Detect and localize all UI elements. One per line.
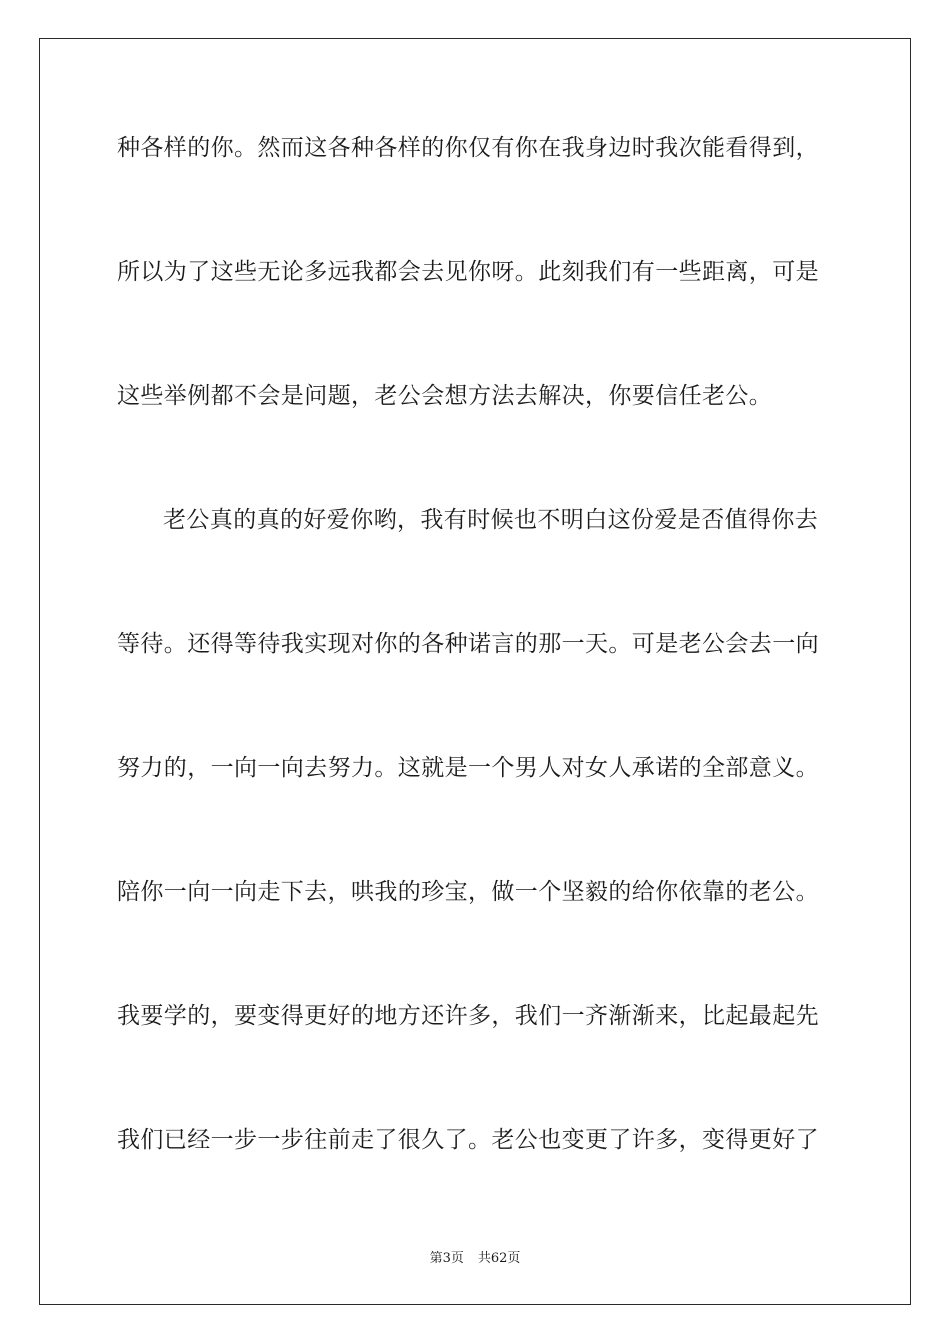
text-line: 我们已经一步一步往前走了很久了。老公也变更了许多，变得更好了 — [117, 1127, 819, 1153]
total-pages: 共62页 — [477, 1251, 521, 1266]
document-body — [117, 126, 835, 1242]
text-line: 等待。还得等待我实现对你的各种诺言的那一天。可是老公会去一向 — [117, 631, 819, 657]
page-number: 第3页 — [429, 1251, 464, 1266]
text-line: 我要学的，要变得更好的地方还许多，我们一齐渐渐来，比起最起先 — [117, 1003, 819, 1029]
text-line: 这些举例都不会是问题，老公会想方法去解决，你要信任老公。 — [117, 383, 773, 409]
page-footer — [0, 1247, 950, 1266]
text-line: 陪你一向一向走下去，哄我的珍宝，做一个坚毅的给你依靠的老公。 — [117, 879, 819, 905]
text-line: 努力的，一向一向去努力。这就是一个男人对女人承诺的全部意义。 — [117, 755, 819, 781]
text-line: 种各样的你。然而这各种各样的你仅有你在我身边时我次能看得到， — [117, 135, 819, 161]
text-line: 所以为了这些无论多远我都会去见你呀。此刻我们有一些距离，可是 — [117, 259, 819, 285]
paragraph-start-line: 老公真的真的好爱你哟，我有时候也不明白这份爱是否值得你去 — [163, 507, 819, 533]
